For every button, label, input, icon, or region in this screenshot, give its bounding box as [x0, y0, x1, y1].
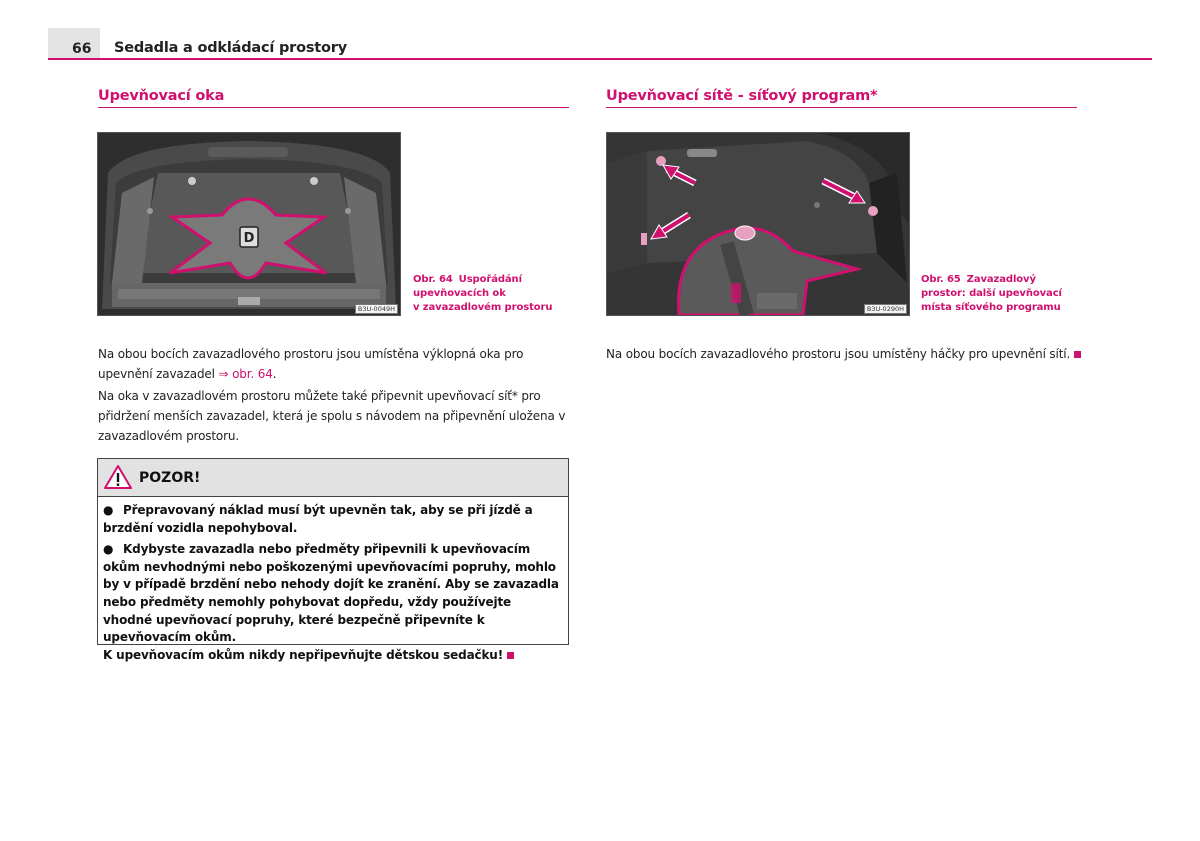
caption-line: místa síťového programu	[921, 302, 1061, 313]
warning-body	[103, 502, 560, 668]
caption-line: Uspořádání	[458, 274, 522, 285]
figure-64-luggage-compartment	[97, 132, 401, 316]
paragraph-net-hooks: Na obou bocích zavazadlového prostoru jsou umístěny háčky pro upevnění sítí.	[606, 344, 1086, 364]
section-rule-right	[606, 107, 1077, 108]
figure-64-number: Obr. 64	[413, 274, 453, 285]
section-heading-tie-down-eyes: Upevňovací oka	[98, 88, 225, 104]
figure-65-caption	[921, 273, 1071, 315]
caption-line: v zavazadlovém prostoru	[413, 302, 553, 313]
caption-line: prostor: další upevňovací	[921, 288, 1062, 299]
luggage-side-illustration	[607, 133, 909, 315]
end-of-section-mark	[1074, 351, 1081, 358]
end-of-section-mark	[507, 652, 514, 659]
figure-reference-arrow: ⇒	[218, 367, 229, 381]
warning-triangle-icon	[104, 464, 132, 490]
svg-text:D: D	[243, 231, 255, 246]
warning-header	[98, 459, 568, 497]
paragraph-tie-down-eyes-location: Na obou bocích zavazadlového prostoru jsou umístěna výklopná oka pro upevnění zavazadel ⇒ obr. 64.	[98, 347, 524, 381]
warning-box	[97, 458, 569, 662]
chapter-title: Sedadla a odkládací prostory	[114, 40, 347, 56]
figure-code: B3U-0049H	[355, 304, 398, 314]
page-number: 66	[72, 41, 92, 57]
figure-65-luggage-side	[606, 132, 910, 316]
paragraph-net-attachment: Na oka v zavazadlovém prostoru můžete také připevnit upevňovací síť* pro přidržení menších zavazadel, která je spolu s návodem na připevnění uložena v zavazadlovém prostoru.	[98, 389, 566, 443]
luggage-compartment-illustration	[98, 133, 400, 315]
figure-64-caption	[413, 273, 563, 315]
figure-65-number: Obr. 65	[921, 274, 961, 285]
warning-item: ● Kdybyste zavazadla nebo předměty připevnili k upevňovacím okům nevhodnými nebo poškozenými upevňovacími popruhy, mohlo by v případě brzdění nebo nehody dojít ke zranění. Aby se zavazadla nebo předměty nemohly pohybovat dopředu, vždy používejte vhodné upevňovací popruhy, které bezpečně připevníte k upevňovacím okům. K upevňovacím okům nikdy nepřipevňujte dětskou sedačku!	[103, 542, 559, 662]
header-rule	[48, 58, 1152, 60]
warning-title: POZOR!	[139, 470, 201, 486]
section-heading-net-program: Upevňovací sítě - síťový program*	[606, 88, 878, 104]
caption-line: upevňovacích ok	[413, 288, 506, 299]
caption-line: Zavazadlový	[966, 274, 1036, 285]
section-rule-left	[98, 107, 569, 108]
figure-code: B3U-0290H	[864, 304, 907, 314]
figure-64-link[interactable]: obr. 64	[232, 367, 273, 381]
warning-item: ● Přepravovaný náklad musí být upevněn tak, aby se při jízdě a brzdění vozidla nepohyboval.	[103, 503, 533, 535]
